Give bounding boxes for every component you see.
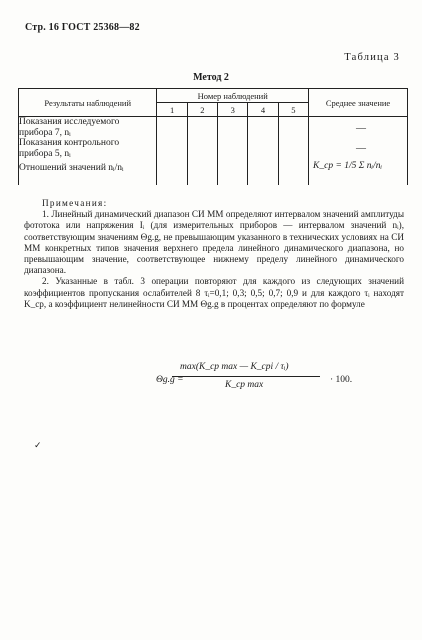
obs-cell-3 (218, 117, 248, 186)
row-2-label-line2: прибора 5, nᵢ (19, 148, 71, 159)
notes-section (24, 198, 404, 310)
formula-tail: · 100. (330, 375, 353, 385)
row-3-average-formula: K_cp = 1/5 Σ nᵢ/nᵢ (313, 161, 382, 171)
method-title: Метод 2 (193, 72, 229, 83)
observations-table (18, 88, 408, 185)
note-2: 2. Указанные в табл. 3 операции повторяют для каждого из следующих значений коэффициентов пропускания ослабителей 8 τᵢ=0,1; 0,3; 0,5; 0,7; 0,9 и для каждого τᵢ находят K_cp, а коэффициент нелинейности СИ ММ Θg.g в процентах определяют по формуле (24, 276, 404, 309)
row-1-label-line2: прибора 7, nᵢ (19, 127, 71, 138)
average-cell (309, 117, 408, 186)
obs-col-1: 1 (157, 103, 187, 117)
page-header: Стр. 16 ГОСТ 25368—82 (25, 22, 140, 33)
obs-col-3: 3 (218, 103, 248, 117)
nonlinearity-formula (150, 358, 380, 398)
row-1-label-line1: Показания исследуемого (19, 117, 120, 127)
obs-cell-1 (157, 117, 187, 186)
header-obs-number: Номер наблюдений (157, 89, 309, 103)
obs-col-2: 2 (187, 103, 217, 117)
header-results: Результаты наблюдений (19, 89, 157, 117)
obs-cell-2 (187, 117, 217, 186)
formula-numerator: max(K_cp max — K_cpi / τᵢ) (180, 362, 289, 372)
obs-col-4: 4 (248, 103, 278, 117)
row-2-average: — (356, 143, 367, 154)
notes-title: Примечания: (42, 198, 108, 208)
note-1: 1. Линейный динамический диапазон СИ ММ определяют интервалом значений амплитуды фототока или напряжения Iᵢ (для измерительных приборов — интервалом значений nᵢ), соответствующим значениям Θg.g, не превышающим указанного в технических условиях на СИ ММ конкретных типов значения верхнего предела линейного динамического диапазона, но превышающим значение, соответствующее нижнему пределу линейного динамического диапазона. (24, 209, 404, 276)
formula-denominator: K_cp max (225, 380, 264, 390)
margin-mark: ✓ (34, 440, 42, 450)
obs-cell-4 (248, 117, 278, 186)
fraction-bar (172, 376, 320, 377)
row-2-label-line1: Показания контрольного (19, 138, 120, 148)
formula-left: Θg.g = (156, 375, 184, 385)
row-labels (19, 117, 157, 186)
header-average: Среднее значение (309, 89, 408, 117)
row-3-label: Отношений значений nᵢ/nᵢ (19, 163, 124, 173)
table-number: Таблица 3 (344, 52, 400, 63)
row-1-average: — (356, 123, 367, 134)
obs-cell-5 (278, 117, 308, 186)
obs-col-5: 5 (278, 103, 308, 117)
